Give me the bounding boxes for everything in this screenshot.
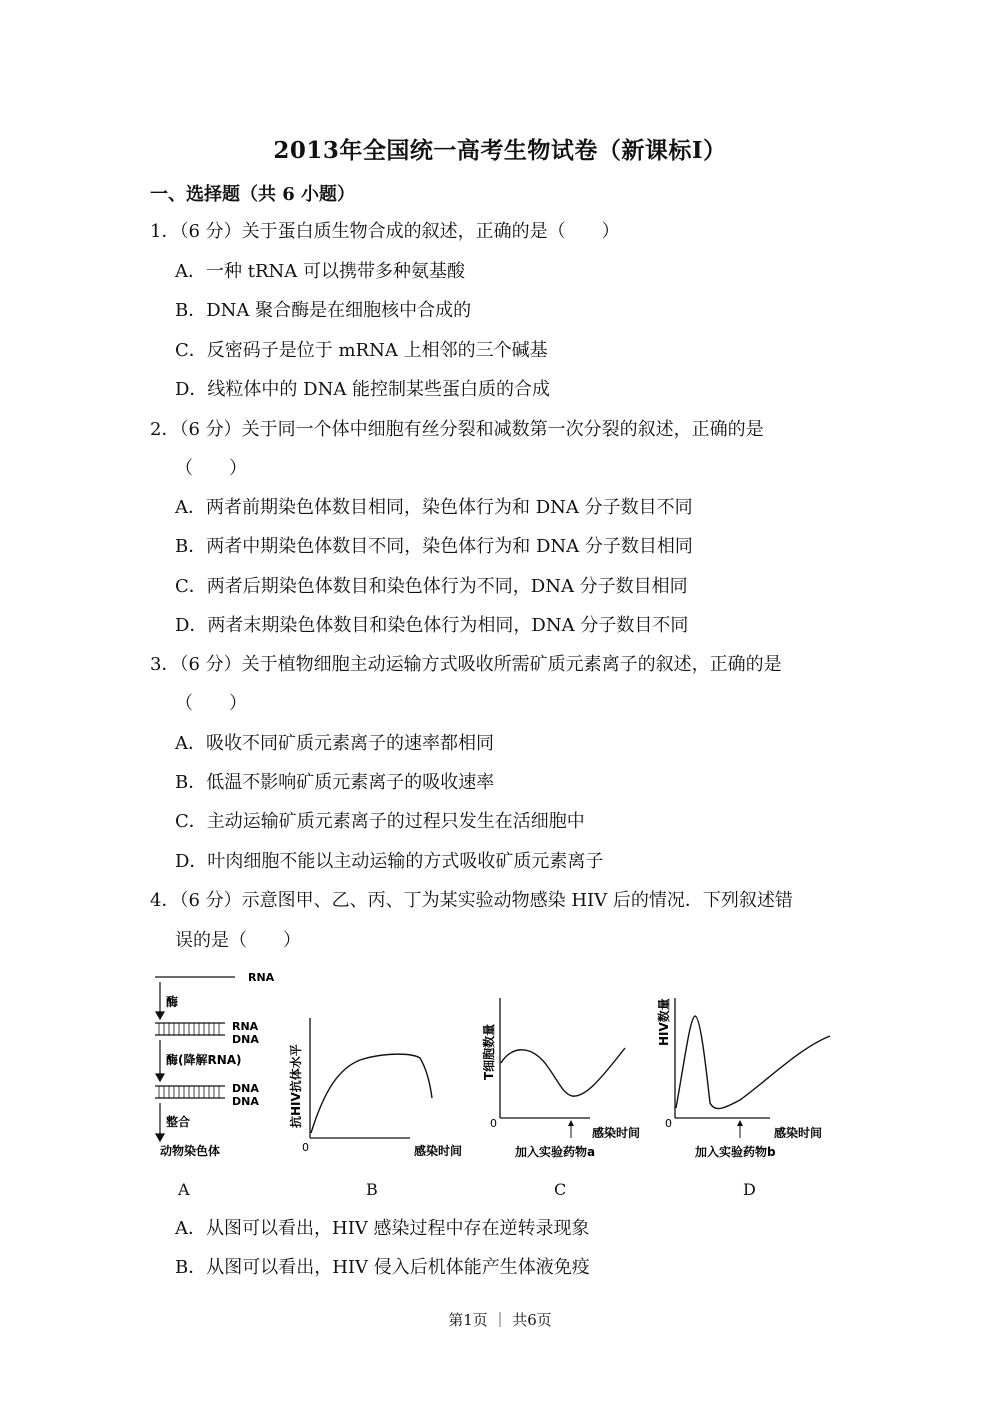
- figure-label-d: D: [743, 1180, 756, 1199]
- question-4-option-a[interactable]: A．从图可以看出，HIV 感染过程中存在逆转录现象: [175, 1218, 590, 1239]
- question-1-option-c[interactable]: C．反密码子是位于 mRNA 上相邻的三个碱基: [175, 340, 548, 361]
- section-heading: 一、选择题（共 6 小题）: [150, 184, 356, 205]
- label-dna-dna-1: DNA: [232, 1082, 259, 1095]
- figure-label-a: A: [178, 1180, 190, 1199]
- panel-c-drug: 加入实验药物a: [515, 1145, 596, 1159]
- panel-d-origin: 0: [665, 1117, 672, 1130]
- question-2-stem-cont: （ ）: [175, 458, 247, 479]
- panel-c-ylabel: T细胞数量: [482, 1023, 496, 1080]
- question-4-stem-cont: 误的是（ ）: [175, 930, 301, 951]
- page-title: 2013年全国统一高考生物试卷（新课标I）: [273, 137, 727, 164]
- panel-b-origin: 0: [302, 1141, 309, 1154]
- label-chromosome: 动物染色体: [160, 1144, 221, 1158]
- panel-b-xlabel: 感染时间: [414, 1144, 463, 1158]
- panel-d-axes: [675, 998, 770, 1118]
- question-2-option-a[interactable]: A．两者前期染色体数目相同，染色体行为和 DNA 分子数目不同: [175, 497, 693, 518]
- label-rna-dna-1: RNA: [232, 1020, 259, 1033]
- question-4-stem: 4．（6 分）示意图甲、乙、丙、丁为某实验动物感染 HIV 后的情况．下列叙述错: [150, 890, 793, 911]
- label-enzyme: 酶: [166, 995, 179, 1009]
- label-enzyme-degrade: 酶(降解RNA): [166, 1053, 242, 1067]
- label-dna-dna-2: DNA: [232, 1095, 259, 1108]
- question-1-option-d[interactable]: D．线粒体中的 DNA 能控制某些蛋白质的合成: [175, 379, 551, 400]
- question-1-option-a[interactable]: A．一种 tRNA 可以携带多种氨基酸: [175, 261, 465, 282]
- label-rna: RNA: [248, 971, 275, 984]
- question-3-stem: 3．（6 分）关于植物细胞主动运输方式吸收所需矿质元素离子的叙述，正确的是: [150, 654, 782, 675]
- label-integrate: 整合: [166, 1115, 191, 1129]
- t-cell-curve: [501, 1048, 625, 1096]
- panel-c-axes: [500, 998, 590, 1118]
- question-2-option-c[interactable]: C．两者后期染色体数目和染色体行为不同，DNA 分子数目相同: [175, 576, 688, 597]
- panel-c-xlabel: 感染时间: [592, 1126, 641, 1140]
- question-3-option-a[interactable]: A．吸收不同矿质元素离子的速率都相同: [175, 733, 494, 754]
- question-3-stem-cont: （ ）: [175, 693, 247, 714]
- question-2-option-d[interactable]: D．两者末期染色体数目和染色体行为相同，DNA 分子数目不同: [175, 615, 689, 636]
- panel-d-drug: 加入实验药物b: [695, 1145, 776, 1159]
- hiv-figure: [150, 968, 870, 1168]
- question-3-option-b[interactable]: B．低温不影响矿质元素离子的吸收速率: [175, 772, 495, 793]
- antibody-curve: [311, 1054, 432, 1133]
- question-2-option-b[interactable]: B．两者中期染色体数目不同，染色体行为和 DNA 分子数目相同: [175, 536, 693, 557]
- question-3-option-c[interactable]: C．主动运输矿质元素离子的过程只发生在活细胞中: [175, 811, 585, 832]
- panel-c-origin: 0: [490, 1117, 497, 1130]
- question-4-option-b[interactable]: B．从图可以看出，HIV 侵入后机体能产生体液免疫: [175, 1257, 590, 1278]
- question-2-stem: 2．（6 分）关于同一个体中细胞有丝分裂和减数第一次分裂的叙述，正确的是: [150, 419, 764, 440]
- arrow-head: [156, 1012, 164, 1019]
- page-footer: 第1页 ｜ 共6页: [448, 1311, 552, 1329]
- hiv-curve: [676, 1016, 830, 1109]
- panel-d-ylabel: HIV数量: [657, 998, 671, 1046]
- question-3-option-d[interactable]: D．叶肉细胞不能以主动运输的方式吸收矿质元素离子: [175, 851, 604, 872]
- figure-label-c: C: [554, 1180, 567, 1199]
- panel-b-axes: [310, 1018, 410, 1138]
- panel-b-ylabel: 抗HIV抗体水平: [289, 1044, 303, 1128]
- panel-d-xlabel: 感染时间: [774, 1126, 823, 1140]
- question-1-stem: 1．（6 分）关于蛋白质生物合成的叙述，正确的是（ ）: [150, 221, 620, 242]
- question-1-option-b[interactable]: B．DNA 聚合酶是在细胞核中合成的: [175, 300, 472, 321]
- figure-label-b: B: [366, 1180, 378, 1199]
- label-rna-dna-2: DNA: [232, 1033, 259, 1046]
